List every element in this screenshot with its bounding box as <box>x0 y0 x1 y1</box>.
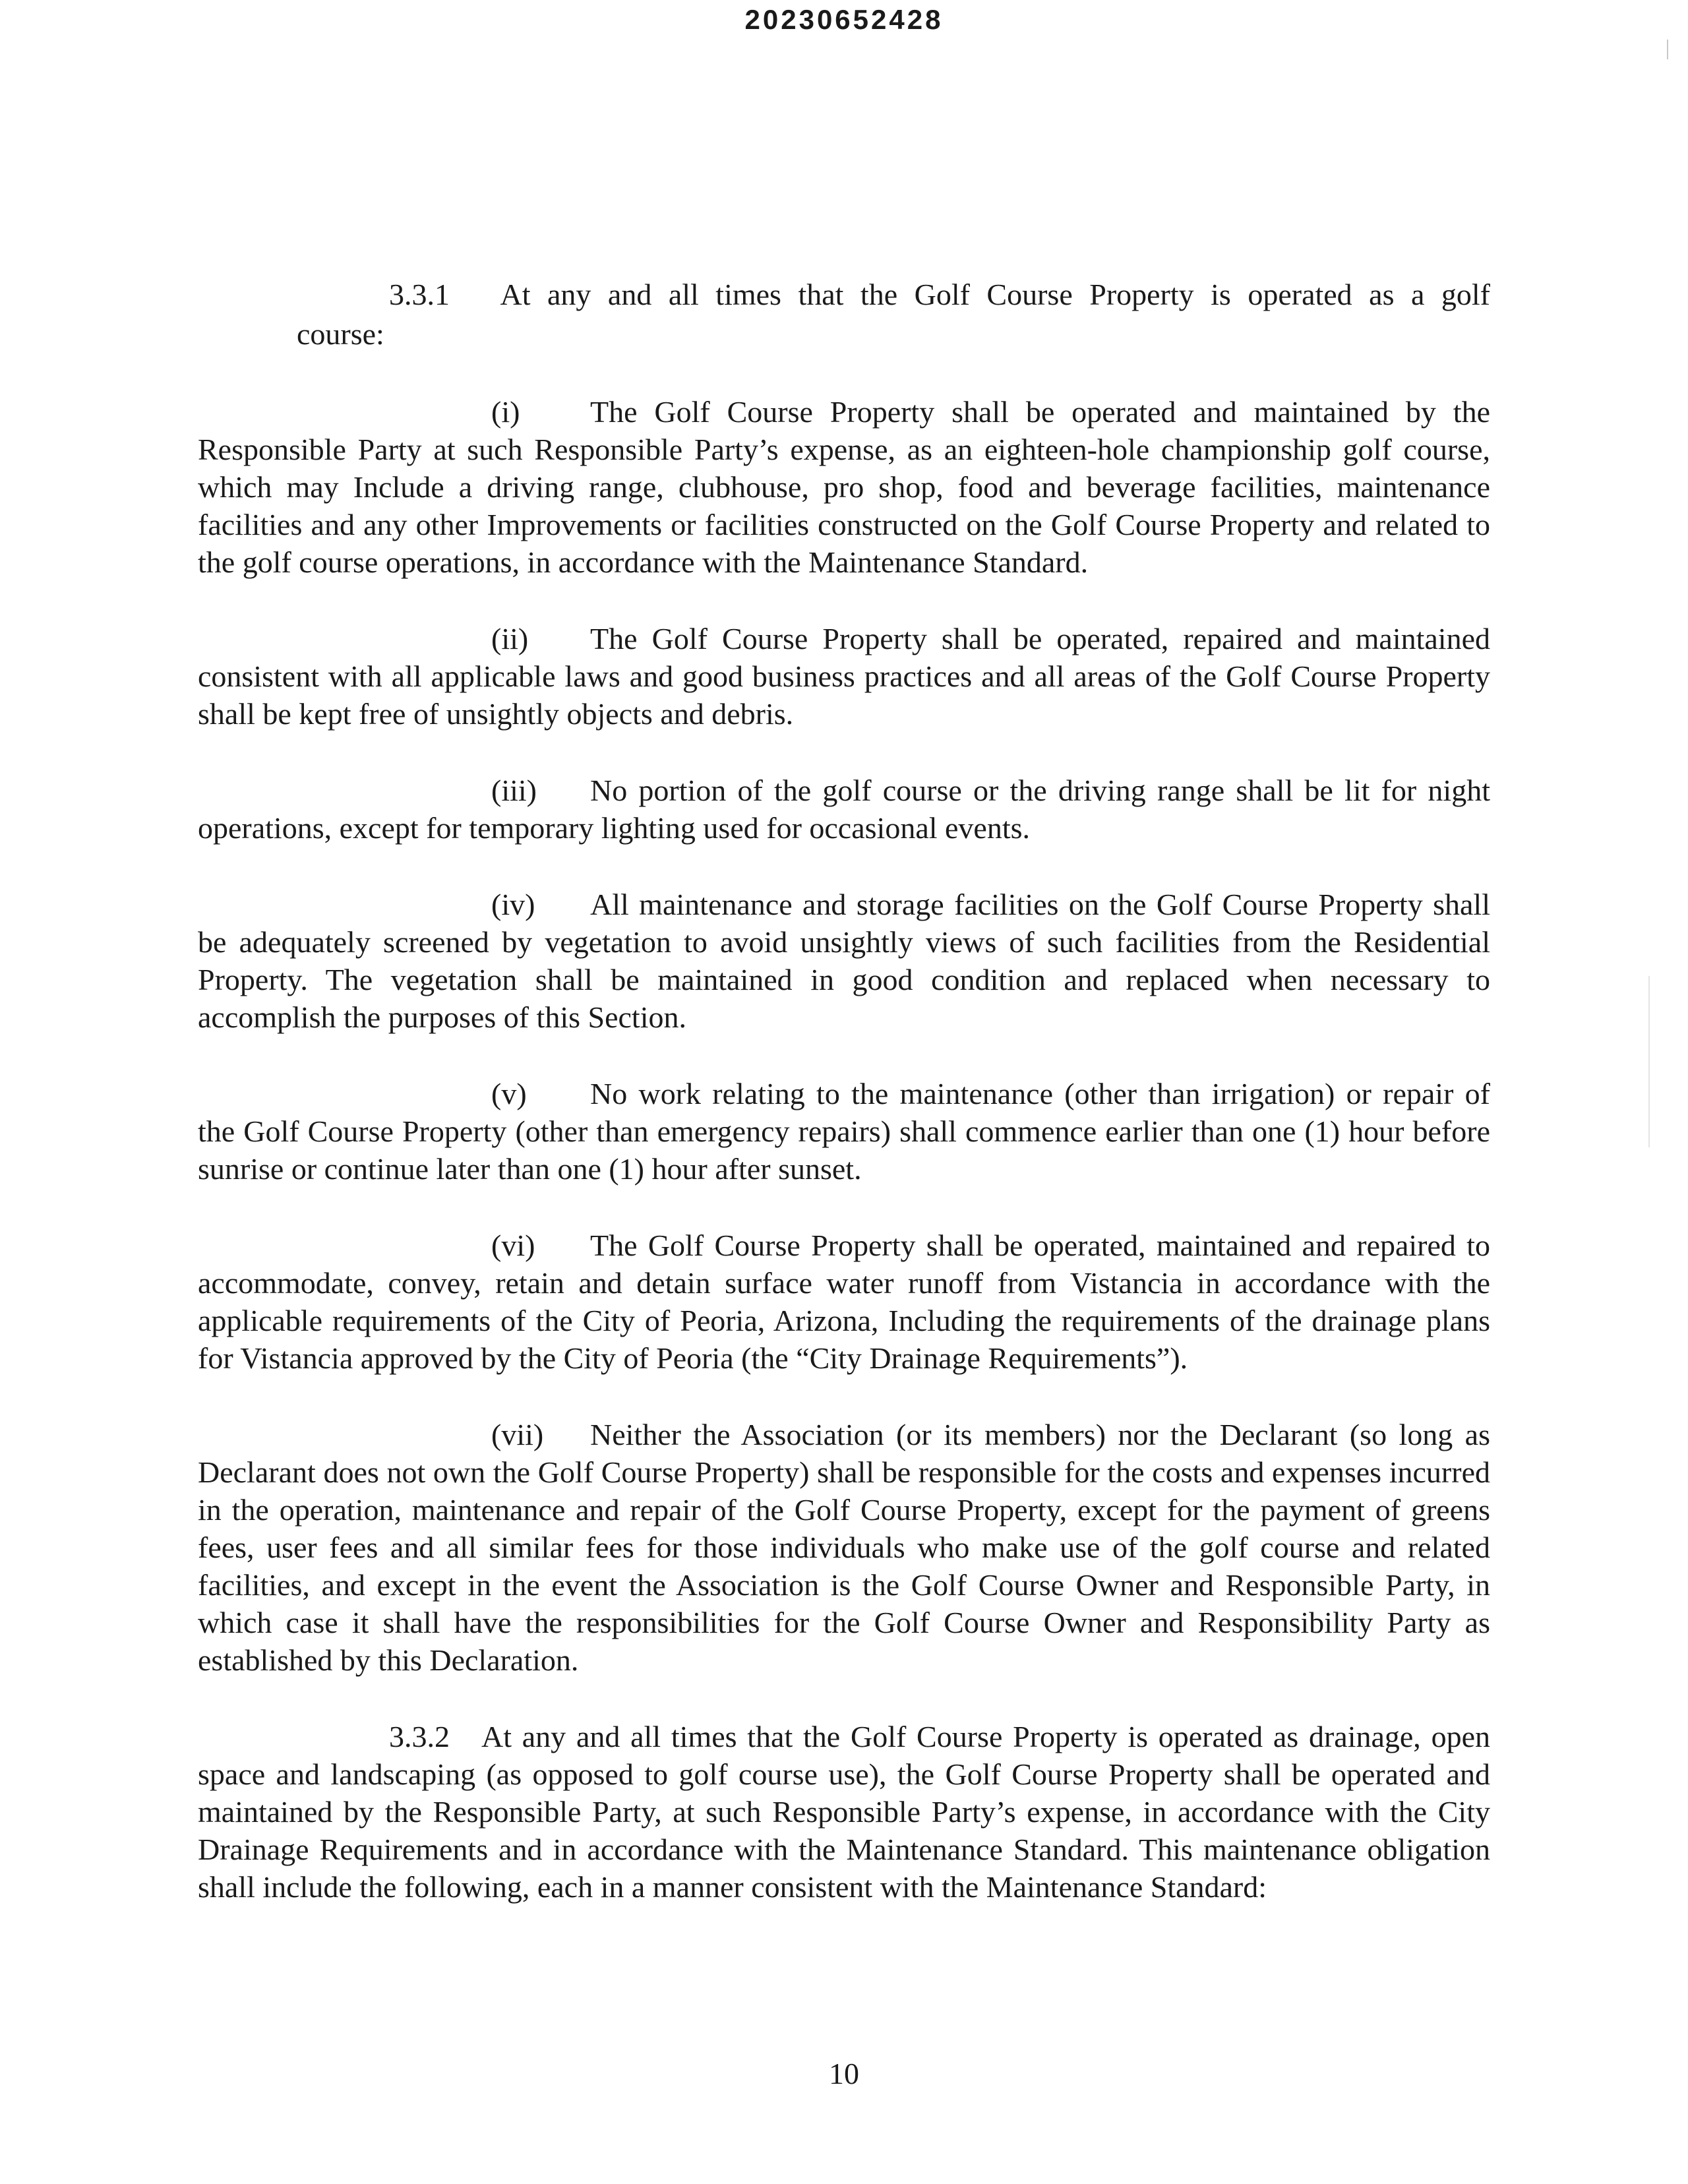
item-i <box>198 393 1490 581</box>
item-v-label: (v) <box>491 1077 527 1110</box>
item-vi <box>198 1227 1490 1377</box>
section-3-3-2 <box>198 1718 1490 1906</box>
section-3-3-2-number: 3.3.2 <box>389 1720 450 1753</box>
scan-artifact <box>1667 40 1668 59</box>
item-i-label: (i) <box>491 395 520 429</box>
section-3-3-1 <box>198 276 1490 313</box>
section-3-3-1-first-line <box>198 276 1490 313</box>
item-vi-text: The Golf Course Property shall be operated, maintained and repaired to accommodate, convey, retain and detain surface water runoff from Vistancia in accordance with the applicable requirements of the City of Peoria, Arizona, Including the requirements of the drainage plans for Vistancia approved by the City of Peoria (the “City Drainage Requirements”). <box>198 1228 1490 1375</box>
item-iii <box>198 772 1490 847</box>
item-vii-label: (vii) <box>491 1418 544 1451</box>
section-3-3-1-number: 3.3.1 <box>389 278 450 311</box>
item-iii-label: (iii) <box>491 774 537 807</box>
item-iv-text: All maintenance and storage facilities on the Golf Course Property shall be adequately screened by vegetation to avoid unsightly views of such facilities from the Residential Property. The vegetation shall be maintained in good condition and replaced when necessary to accomplish the purposes of this Section. <box>198 888 1490 1034</box>
page-number: 10 <box>829 2057 859 2090</box>
document-number: 20230652428 <box>744 4 944 35</box>
item-ii <box>198 620 1490 733</box>
item-iv-label: (iv) <box>491 888 535 921</box>
item-vi-label: (vi) <box>491 1228 535 1262</box>
item-ii-text: The Golf Course Property shall be operated, repaired and maintained consistent with all applicable laws and good business practices and all areas of the Golf Course Property shall be kept free of unsightly objects and debris. <box>198 622 1490 731</box>
item-iv <box>198 886 1490 1036</box>
scan-artifact <box>1648 976 1650 1147</box>
section-3-3-1-text: At any and all times that the Golf Course Property is operated as a golf <box>500 278 1491 311</box>
section-3-3-1-items <box>198 393 1490 1906</box>
section-3-3-2-text: At any and all times that the Golf Course Property is operated as drainage, open space and landscaping (as opposed to golf course use), the Golf Course Property shall be operated and maintained by the Responsible Party, at such Responsible Party’s expense, in accordance with the City Drainage Requirements and in accordance with the Maintenance Standard. This maintenance obligation shall include the following, each in a manner consistent with the Maintenance Standard: <box>198 1720 1490 1904</box>
item-v-text: No work relating to the maintenance (other than irrigation) or repair of the Golf Course Property (other than emergency repairs) shall commence earlier than one (1) hour before sunrise or continue later than one (1) hour after sunset. <box>198 1077 1490 1186</box>
item-vii-text: Neither the Association (or its members) nor the Declarant (so long as Declarant does not own the Golf Course Property) shall be responsible for the costs and expenses incurred in the operation, maintenance and repair of the Golf Course Property, except for the payment of greens fees, user fees and all similar fees for those individuals who make use of the golf course and related facilities, and except in the event the Association is the Golf Course Owner and Responsible Party, in which case it shall have the responsibilities for the Golf Course Owner and Responsibility Party as established by this Declaration. <box>198 1418 1490 1677</box>
item-vii <box>198 1416 1490 1679</box>
section-3-3-1-continuation <box>297 315 692 353</box>
item-ii-label: (ii) <box>491 622 529 655</box>
item-i-text: The Golf Course Property shall be operated and maintained by the Responsible Party at such Responsible Party’s expense, as an eighteen-hole championship golf course, which may Include a driving range, clubhouse, pro shop, food and beverage facilities, maintenance facilities and any other Improvements or facilities constructed on the Golf Course Property and related to the golf course operations, in accordance with the Maintenance Standard. <box>198 395 1490 579</box>
section-3-3-1-continuation-text: course: <box>297 317 384 351</box>
item-iii-text: No portion of the golf course or the driving range shall be lit for night operations, except for temporary lighting used for occasional events. <box>198 774 1490 845</box>
item-v <box>198 1075 1490 1188</box>
